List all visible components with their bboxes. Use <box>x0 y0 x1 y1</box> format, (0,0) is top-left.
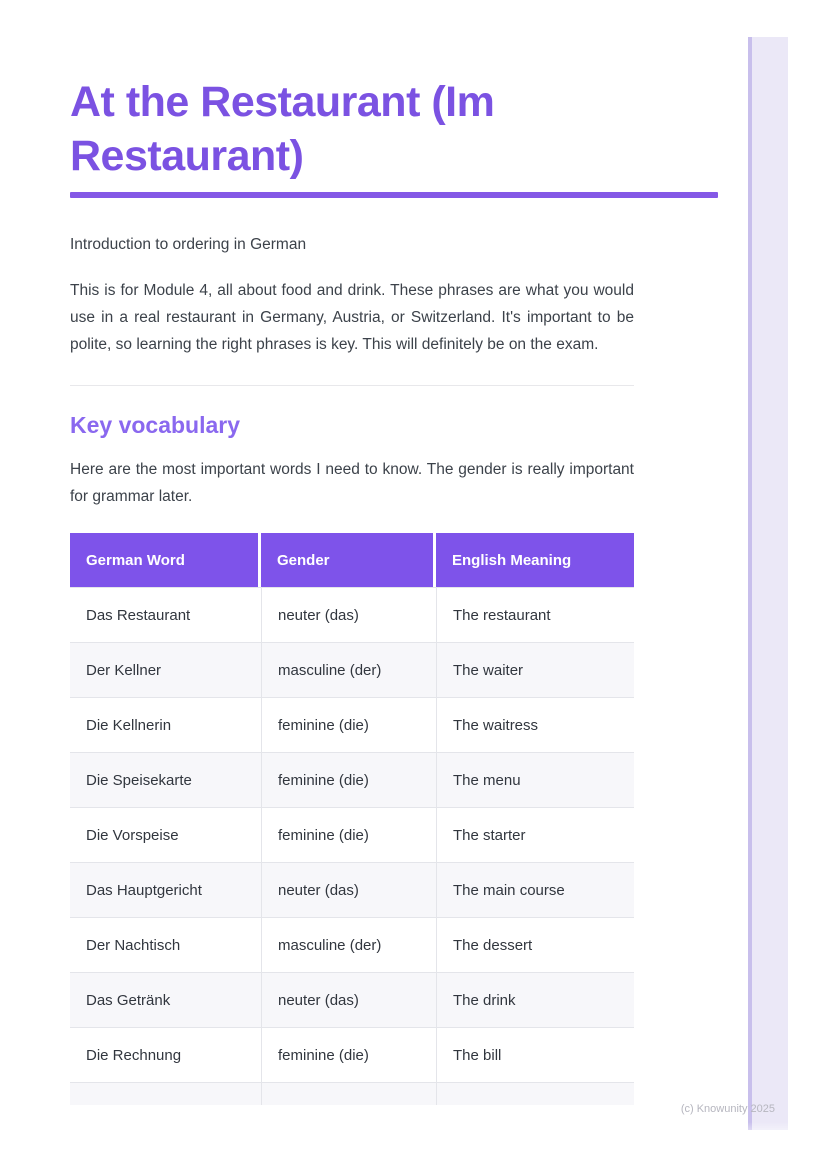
column-header-gender: Gender <box>261 533 436 587</box>
table-row-partial <box>70 1082 634 1105</box>
table-cell: Die Speisekarte <box>70 752 261 807</box>
table-cell: feminine (die) <box>261 697 436 752</box>
table-cell: Die Rechnung <box>70 1027 261 1082</box>
table-cell: Das Getränk <box>70 972 261 1027</box>
table-cell: The waitress <box>436 697 634 752</box>
table-cell: The main course <box>436 862 634 917</box>
table-cell: Die Vorspeise <box>70 807 261 862</box>
table-row <box>70 1027 634 1082</box>
table-cell: Das Restaurant <box>70 587 261 642</box>
table-cell: The starter <box>436 807 634 862</box>
table-cell: The menu <box>436 752 634 807</box>
table-cell: neuter (das) <box>261 972 436 1027</box>
table-cell <box>70 1082 261 1105</box>
table-cell: masculine (der) <box>261 642 436 697</box>
table-cell: The drink <box>436 972 634 1027</box>
accent-strip <box>748 37 788 1130</box>
table-cell: Der Nachtisch <box>70 917 261 972</box>
title-rule <box>70 192 718 198</box>
table-cell: The bill <box>436 1027 634 1082</box>
table-cell: Das Hauptgericht <box>70 862 261 917</box>
table-header-row <box>70 533 634 587</box>
table-row <box>70 972 634 1027</box>
table-row <box>70 807 634 862</box>
table-cell: feminine (die) <box>261 807 436 862</box>
table-cell: neuter (das) <box>261 587 436 642</box>
table-cell <box>436 1082 634 1105</box>
page-title: At the Restaurant (Im Restaurant) <box>70 78 495 180</box>
vocab-table <box>70 533 634 1105</box>
table-cell: neuter (das) <box>261 862 436 917</box>
table-cell: The waiter <box>436 642 634 697</box>
table-row <box>70 697 634 752</box>
table-cell: Der Kellner <box>70 642 261 697</box>
intro-label: Introduction to ordering in German <box>70 236 307 253</box>
table-cell: masculine (der) <box>261 917 436 972</box>
section-divider <box>70 385 634 386</box>
table-row <box>70 862 634 917</box>
table-cell: Die Kellnerin <box>70 697 261 752</box>
section-heading: Key vocabulary <box>70 412 241 438</box>
table-row <box>70 752 634 807</box>
column-header-german-word: German Word <box>70 533 261 587</box>
table-cell: feminine (die) <box>261 752 436 807</box>
table-row <box>70 587 634 642</box>
intro-paragraph: This is for Module 4, all about food and drink. These phrases are what you would use in a real restaurant in Germany, Austria, or Switzerland. It's important to be polite, so learning the right phrases is key. This will definitely be on the exam. <box>70 282 634 353</box>
column-header-english-meaning: English Meaning <box>436 533 634 587</box>
page-bottom-fade <box>0 1122 828 1171</box>
table-cell: The dessert <box>436 917 634 972</box>
footer-credit: (c) Knowunity 2025 <box>680 1103 775 1115</box>
table-row <box>70 642 634 697</box>
document-content <box>70 0 634 1105</box>
table-cell <box>261 1082 436 1105</box>
table-cell: The restaurant <box>436 587 634 642</box>
section-paragraph: Here are the most important words I need to know. The gender is really important for grammar later. <box>70 461 634 505</box>
table-row <box>70 917 634 972</box>
table-cell: feminine (die) <box>261 1027 436 1082</box>
